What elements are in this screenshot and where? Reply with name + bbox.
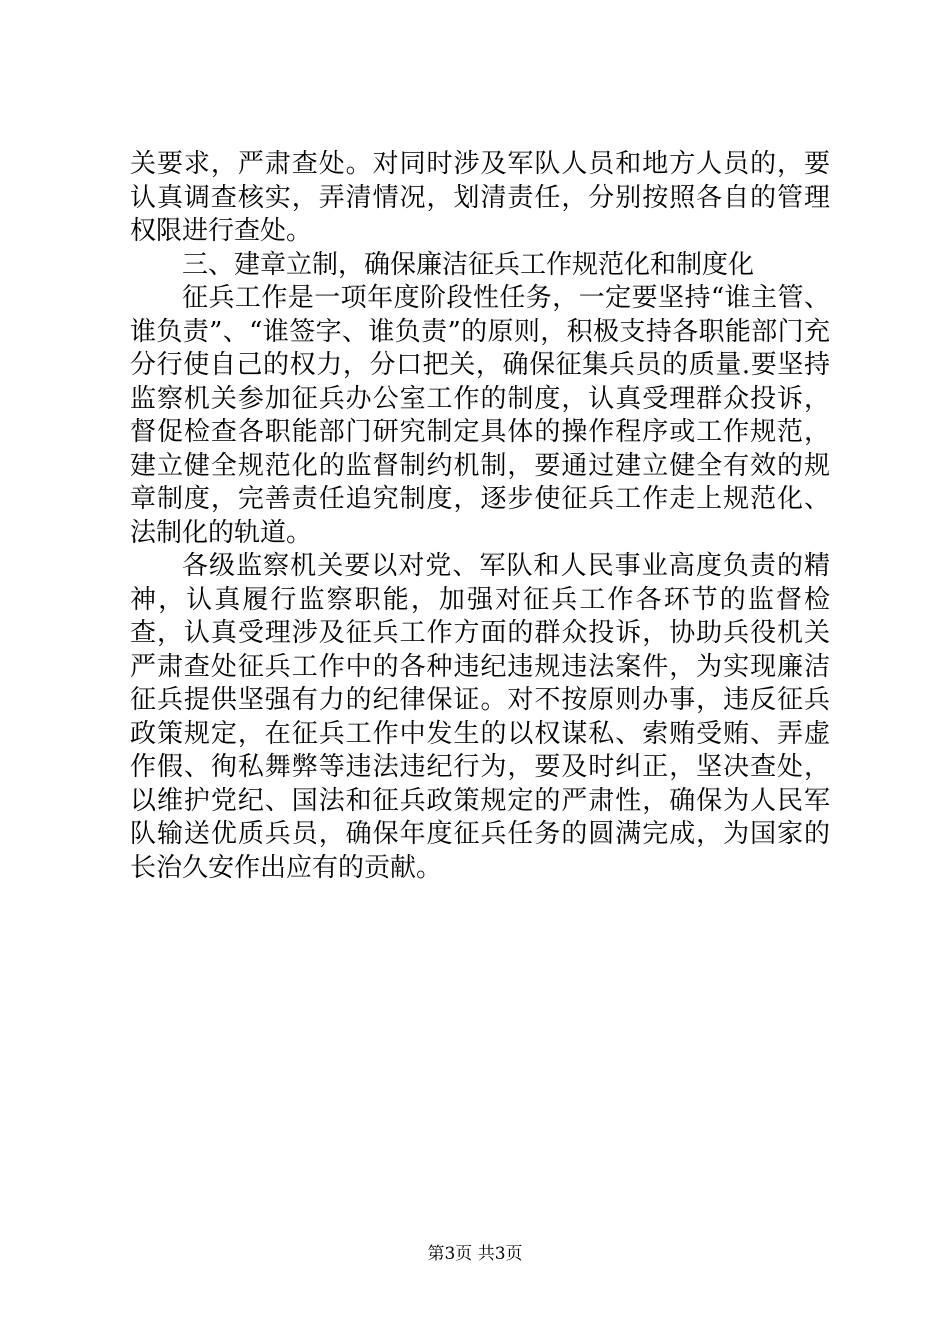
section-heading: 三、建章立制，确保廉洁征兵工作规范化和制度化 — [182, 249, 755, 280]
paragraph-1: 关要求，严肃查处。对同时涉及军队人员和地方人员的，要认真调查核实，弄清情况，划清责任，分别按照各自的管理权限进行查处。 — [130, 149, 830, 246]
paragraph-2: 征兵工作是一项年度阶段性任务，一定要坚持“谁主管、谁负责”、“谁签字、谁负责”的原则，积极支持各职能部门充分行使自己的权力，分口把关，确保征集兵员的质量.要坚持监察机关参加征兵办公室工作的制度，认真受理群众投诉，督促检查各职能部门研究制定具体的操作程序或工作规范，建立健全规范化的监督制约机制，要通过建立健全有效的规章制度，完善责任追究制度，逐步使征兵工作走上规范化、法制化的轨道。 — [130, 283, 830, 548]
document-body — [130, 148, 830, 885]
page-footer: 第3页 共3页 — [427, 1244, 523, 1264]
paragraph-3: 各级监察机关要以对党、军队和人民事业高度负责的精神，认真履行监察职能，加强对征兵工作各环节的监督检查，认真受理涉及征兵工作方面的群众投诉，协助兵役机关严肃查处征兵工作中的各种违纪违规违法案件，为实现廉洁征兵提供坚强有力的纪律保证。对不按原则办事，违反征兵政策规定，在征兵工作中发生的以权谋私、索贿受贿、弄虚作假、徇私舞弊等违法违纪行为，要及时纠正，坚决查处，以维护党纪、国法和征兵政策规定的严肃性，确保为人民军队输送优质兵员，确保年度征兵任务的圆满完成，为国家的长治久安作出应有的贡献。 — [130, 551, 830, 883]
